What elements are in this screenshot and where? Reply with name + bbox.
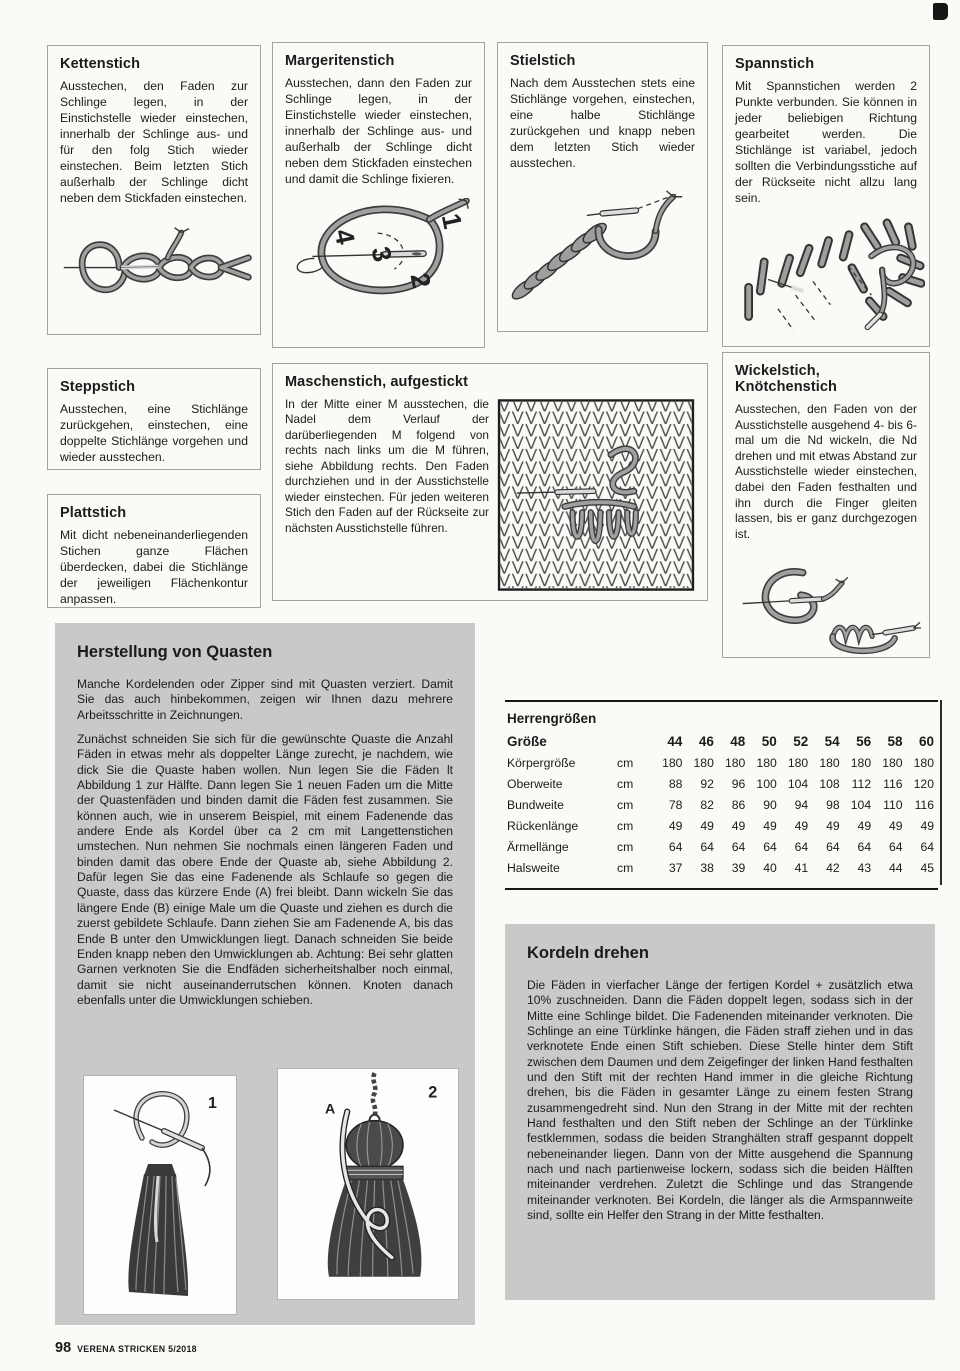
card-title: Maschenstich, aufgestickt (285, 374, 468, 390)
size-value: 64 (888, 839, 903, 854)
size-value: 116 (883, 776, 903, 791)
size-value: 64 (794, 839, 809, 854)
size-value: 37 (668, 860, 683, 875)
card-body: Ausstechen, eine Stichlänge zurückgehen, einstechen, eine doppelte Stichlänge vorgehen und wieder ausstechen. (60, 402, 248, 464)
card-wickelstich (722, 352, 930, 658)
card-maschenstich (272, 363, 708, 601)
figure-point-label: A (324, 1101, 336, 1118)
card-plattstich (47, 494, 261, 608)
size-value: 180 (662, 755, 683, 770)
size-value: 180 (819, 755, 840, 770)
magazine-credit: VERENA STRICKEN 5/2018 (77, 1344, 197, 1354)
size-value: 116 (914, 797, 934, 812)
size-value: 120 (913, 776, 934, 791)
size-value: 49 (794, 818, 809, 833)
section-title: Herstellung von Quasten (77, 643, 273, 661)
size-value: 64 (668, 839, 683, 854)
card-title: Kettenstich (60, 56, 141, 72)
figure-number: 4 (328, 226, 361, 247)
size-row (507, 815, 936, 836)
size-value: 180 (850, 755, 872, 770)
size-value: 43 (857, 860, 872, 875)
panel-quasten (55, 623, 475, 1325)
tassel-figure-2 (277, 1068, 459, 1300)
size-row-unit: cm (617, 860, 634, 875)
figure-number: 1 (435, 210, 469, 232)
size-value: 104 (850, 797, 872, 812)
size-column-header: 52 (793, 733, 809, 749)
size-column-header: 44 (667, 733, 683, 749)
size-row-label: Ärmellänge (507, 839, 569, 854)
size-value: 64 (920, 839, 934, 854)
tassel-figure-1 (83, 1075, 237, 1315)
size-value: 49 (668, 818, 683, 833)
size-value: 92 (700, 776, 714, 791)
sizes-table-body (507, 752, 936, 878)
card-title: Margeritenstich (285, 53, 395, 69)
size-value: 86 (731, 797, 746, 812)
size-row-unit: cm (617, 797, 634, 812)
card-body: Nach dem Ausstechen stets eine Stichlänge vorgehen, einstechen, eine halbe Stichlänge zurückgehen und knapp neben dem letzten Stich wieder ausstechen. (510, 76, 695, 170)
card-margeritenstich (272, 42, 485, 348)
size-value: 49 (731, 818, 746, 833)
size-row-unit: cm (617, 776, 634, 791)
spacer-cell (617, 739, 653, 746)
card-title: Plattstich (60, 505, 127, 521)
size-column-header: 58 (887, 733, 903, 749)
size-value: 64 (731, 839, 746, 854)
wickelstich-illustration (735, 552, 923, 658)
margeritenstich-illustration (285, 198, 485, 312)
size-row (507, 752, 936, 773)
size-value: 104 (787, 776, 809, 791)
size-value: 49 (857, 818, 872, 833)
size-value: 49 (920, 818, 934, 833)
spannstich-illustration (735, 217, 925, 339)
size-value: 180 (756, 755, 777, 770)
size-row-label: Rückenlänge (507, 818, 579, 833)
size-value: 44 (888, 860, 903, 875)
card-spannstich (722, 45, 930, 347)
size-value: 110 (883, 797, 903, 812)
size-column-header: 56 (856, 733, 872, 749)
size-row (507, 773, 936, 794)
size-column-header: 54 (824, 733, 840, 749)
size-value: 64 (700, 839, 714, 854)
card-title: Stielstich (510, 53, 576, 69)
size-value: 180 (882, 755, 903, 770)
size-row-header: Größe (507, 733, 547, 749)
size-row-label: Halsweite (507, 860, 560, 875)
size-value: 180 (787, 755, 809, 770)
size-row (507, 857, 936, 878)
card-title: Spannstich (735, 56, 815, 72)
size-value: 49 (700, 818, 714, 833)
size-value: 45 (920, 860, 934, 875)
tassel-1-illustration (84, 1076, 234, 1312)
size-value: 64 (826, 839, 840, 854)
scan-artifact-line (940, 700, 942, 885)
kordeln-paragraph: Die Fäden in vierfacher Länge der fertigen Kordel + zusätzlich etwa 10% zuschneiden. Dann die Fäden doppelt legen, sodass sich in der Mitte eine Schlinge bildet. Die Fadenenden miteinander verknoten. Die Schlinge an eine Türklinke hängen, die Fäden straff ziehen und in das verknotete Ende einen Stift schieben. Diese Stelle hinter dem Stift zwischen dem Daumen und dem Zeigefinger der linken Hand festhalten und den Stift mit der rechten Hand immer in die gleiche Richtung drehen, bis die Fäden in gesamter Länge zu einem festen Strang zusammengedreht sind. Nun den Strang in der Mitte mit der rechten Hand festhalten und den Stift neben der Schlinge an der Türklinke festklemmen, sodass die beiden Stranghälten straff gespannt doppelt nebeneinander liegen. Dann von der Mitte ausgehend die Spannung nach und nach partienweise lockern, sodass sich die beiden Hälften miteinander verdrehen. Zuletzt die Schlinge und das Strangende miteinander verknoten. Bei Kordeln, die länger als die Armspannweite sind, sollte ein Helfer den Strang in der Mitte festhalten. (527, 978, 913, 1223)
size-column-header: 48 (730, 733, 746, 749)
size-row-unit: cm (617, 755, 634, 770)
size-row-label: Oberweite (507, 776, 563, 791)
figure-number: 3 (365, 243, 398, 265)
quasten-paragraph: Manche Kordelenden oder Zipper sind mit Quasten verziert. Damit Sie das auch hinbekommen, zeigen wir Ihnen dazu mehrere Arbeitsschritte in Zeichnungen. (77, 677, 453, 722)
sizes-header-row (507, 730, 936, 752)
card-steppstich (47, 368, 261, 470)
size-value: 41 (794, 860, 809, 875)
page-number: 98 (55, 1340, 72, 1356)
size-row-unit: cm (617, 839, 634, 854)
size-value: 108 (819, 776, 840, 791)
kettenstich-illustration (60, 217, 256, 319)
figure-label: 2 (428, 1083, 438, 1102)
quasten-paragraph: Zunächst schneiden Sie sich für die gewünschte Quaste die Anzahl Fäden in etwas mehr als doppelter Länge zurecht, je nachdem, wie dick Sie die Quaste haben wollen. Nun legen Sie die Fäden lt Abbildung 1 zur Hälfte. Dann legen Sie 1 neuen Faden um die Mitte der Quastenfäden und binden damit die Fäden fest zusammen. Sie können auch, wie in unserem Beispiel, mit einem Fadenende das andere Ende als Kordel über ca 2 cm mit Langettenstichen umstechen. Nun nehmen Sie nochmals einen längeren Faden und binden damit das obere Ende der Quaste ab, siehe Abbildung 2. Dafür legen Sie das eine Fadenende als Schlaufe so gegen die Quaste, dass das kürzere Ende (A) frei bleibt. Dann wickeln Sie das längere Ende (B) einige Male um die Quaste und ziehen es durch die zuerst gebildete Schlaufe. Dann ziehen Sie am Fadenende A, bis das Ende B unter den Umwicklungen liegt. Danach schneiden Sie beide Enden knapp neben den Umwicklungen ab. Achtung: Bei sehr glatten Garnen verknoten Sie die Endfäden sicherheitshalber noch einmal, damit sie nicht auseinanderrutschen können. Knoten danach ebenfalls unter die Umwicklungen schieben. (77, 732, 453, 1007)
size-value: 180 (693, 755, 714, 770)
card-title: Steppstich (60, 379, 136, 395)
size-value: 94 (794, 797, 809, 812)
sizes-table-title: Herrengrößen (507, 711, 597, 726)
size-value: 78 (668, 797, 683, 812)
size-row-label: Bundweite (507, 797, 564, 812)
figure-label: 1 (208, 1095, 217, 1112)
size-column-header: 46 (698, 733, 714, 749)
size-value: 49 (826, 818, 840, 833)
size-value: 42 (826, 860, 840, 875)
panel-kordeln (505, 924, 935, 1300)
size-value: 39 (731, 860, 746, 875)
size-value: 38 (700, 860, 714, 875)
section-title: Kordeln drehen (527, 944, 649, 962)
size-row-label: Körpergröße (507, 755, 576, 770)
size-row-unit: cm (617, 818, 634, 833)
card-body: In der Mitte einer M ausstechen, die Nadel dem Verlauf der darüberliegenden M folgend von rechts nach links um die M führen, siehe Abbildung rechts. Den Faden durchziehen und in der Ausstichstelle wieder einstechen. Für jeden weiteren Stich den Faden auf der Rückseite zur nächsten Ausstichstelle führen. (285, 397, 489, 535)
card-kettenstich (47, 45, 261, 335)
size-value: 88 (668, 776, 683, 791)
tassel-2-illustration (278, 1069, 456, 1297)
size-value: 49 (888, 818, 903, 833)
size-value: 96 (731, 776, 746, 791)
size-column-header: 60 (918, 733, 934, 749)
size-value: 64 (857, 839, 872, 854)
card-body: Ausstechen, dann den Faden zur Schlinge legen, in der Einstichstelle wieder einstechen, innerhalb der Schlinge aus- und außerhalb der Schlinge dicht neben dem Stickfaden einstechen und damit die Schlinge fixieren. (285, 76, 472, 186)
maschenstich-illustration (497, 399, 695, 591)
size-value: 180 (724, 755, 746, 770)
card-body: Ausstechen, den Faden zur Schlinge legen, in der Einstichstelle wieder einstechen, innerhalb der Schlinge aus- und für den folg Stich wieder einstechen. Beim letzten Stich außerhalb der Schlinge dicht neben dem Stickfaden einstechen. (60, 79, 248, 205)
size-value: 180 (913, 755, 934, 770)
scan-artifact (933, 3, 948, 20)
sizes-table (505, 700, 938, 890)
card-body: Mit dicht nebeneinanderliegenden Stichen ganze Flächen überdecken, dabei die Stichlänge der jeweiligen Flächenkontur anpassen. (60, 528, 248, 606)
card-body: Mit Spannstichen werden 2 Punkte verbunden. Sie können in jeder beliebigen Richtung gearbeitet werden. Die Stichlänge ist variabel, jedoch sollten die Verbindungsstiche auf der Rückseite nicht allzu lang sein. (735, 79, 917, 205)
card-title: Wickelstich, Knötchenstich (735, 363, 837, 395)
size-value: 112 (851, 776, 872, 791)
size-value: 64 (763, 839, 777, 854)
size-value: 90 (763, 797, 777, 812)
size-value: 40 (763, 860, 777, 875)
page-footer (55, 1340, 197, 1356)
size-value: 49 (763, 818, 777, 833)
size-row (507, 836, 936, 857)
size-value: 98 (826, 797, 840, 812)
stielstich-illustration (510, 182, 702, 300)
size-row (507, 794, 936, 815)
size-column-header: 50 (761, 733, 777, 749)
card-body: Ausstechen, den Faden von der Ausstichstelle ausgehend 4- bis 6-mal um die Nd wickeln, die Nd drehen und mit etwas Abstand zur Ausstichstelle wieder einstechen, dabei den Faden festhalten und ihn durch die Finger gleiten lassen, bis er ganz durchgezogen ist. (735, 402, 917, 541)
card-stielstich (497, 42, 708, 332)
size-value: 100 (756, 776, 777, 791)
figure-number: 2 (404, 270, 437, 291)
size-value: 82 (700, 797, 714, 812)
